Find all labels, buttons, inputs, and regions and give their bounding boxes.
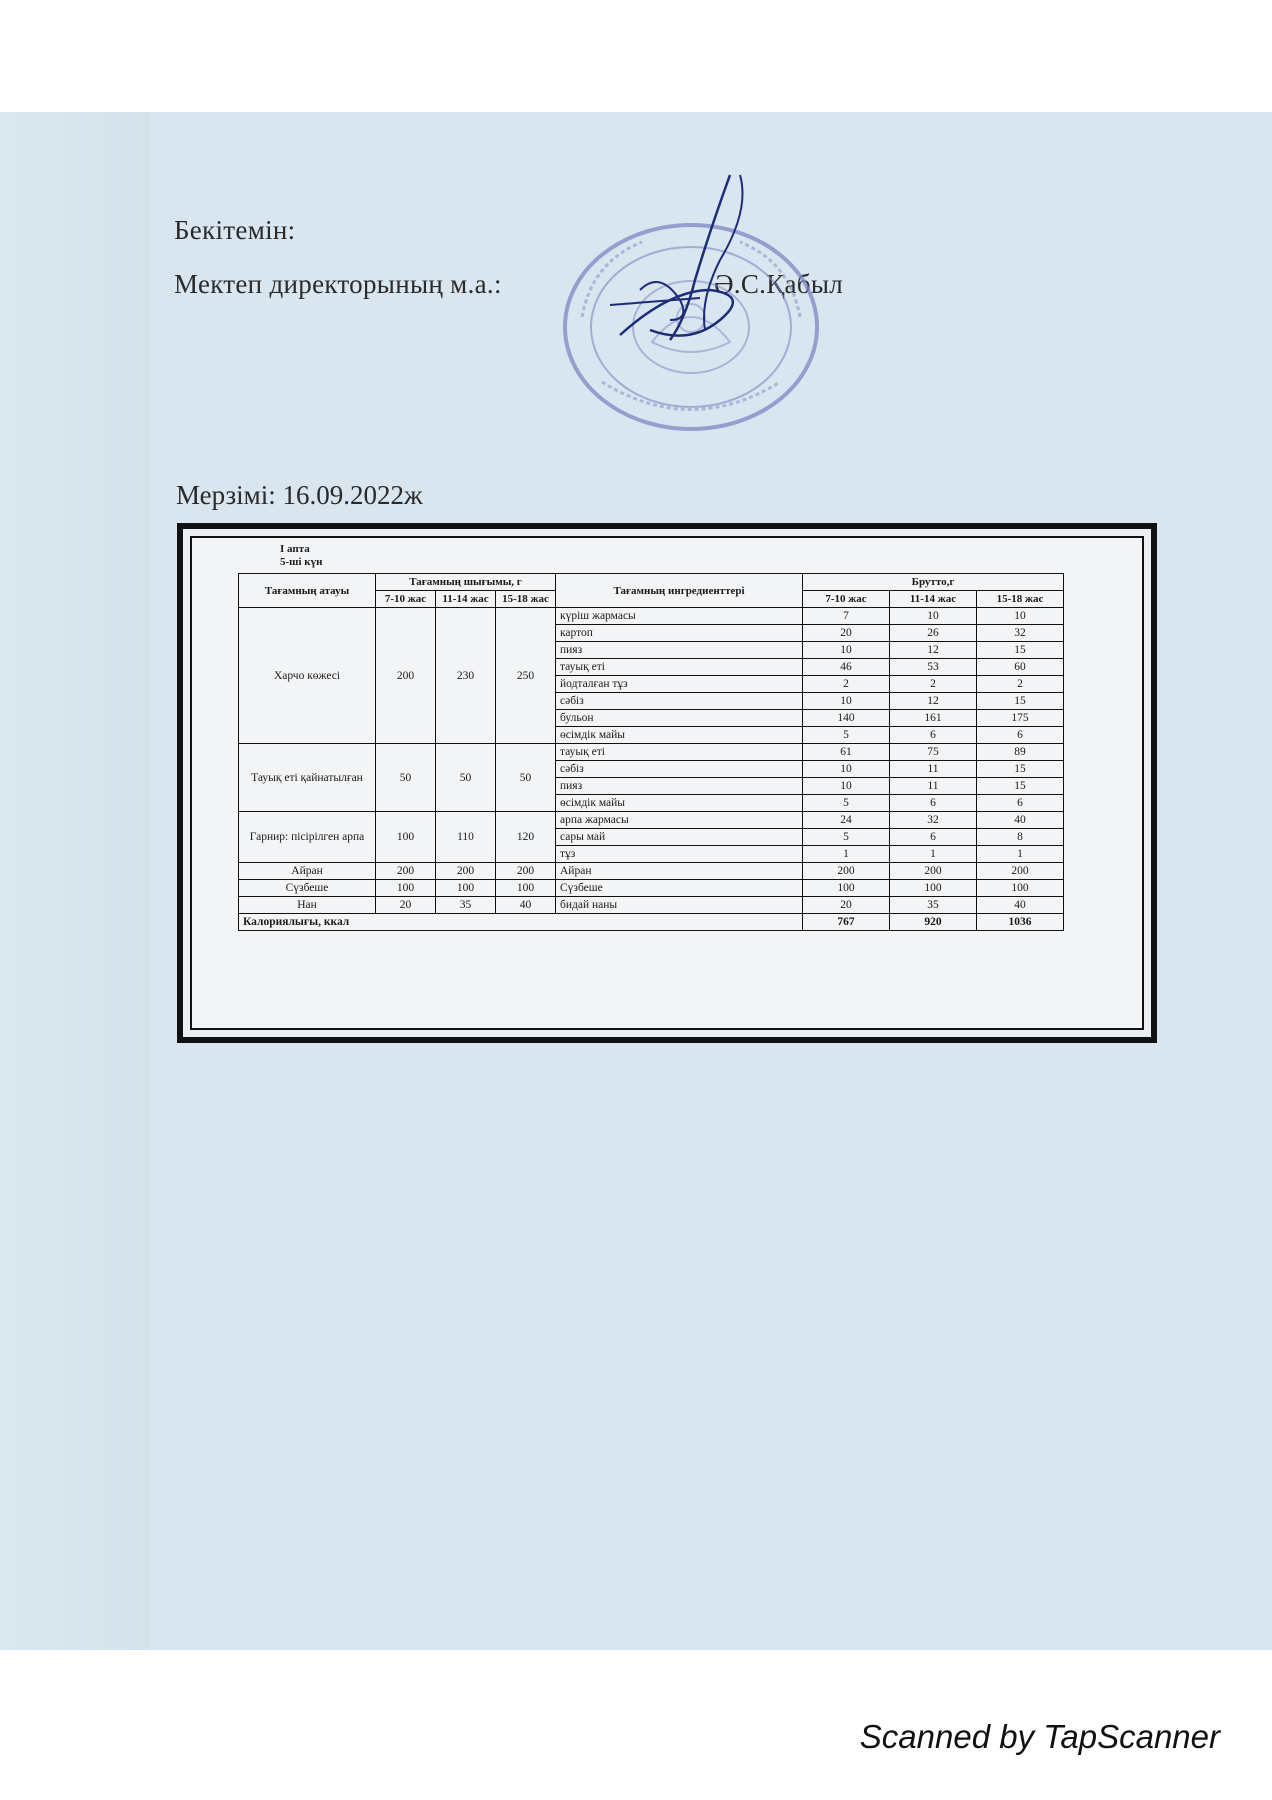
dish-output-cell: 100 [496,880,556,897]
ingredient-cell: бидай наны [556,897,803,914]
brutto-cell: 6 [890,795,977,812]
brutto-cell: 10 [977,608,1064,625]
table-row [239,812,1064,829]
dish-output-cell: 200 [436,863,496,880]
calories-row [239,914,1064,931]
dish-name-cell: Тауық еті қайнатылған [239,744,376,812]
calories-label: Калориялығы, ккал [239,914,803,931]
brutto-cell: 61 [803,744,890,761]
table-row [239,744,1064,761]
brutto-cell: 5 [803,829,890,846]
ingredient-cell: Айран [556,863,803,880]
dish-name-cell: Гарнир: пісірілген арпа [239,812,376,863]
brutto-cell: 46 [803,659,890,676]
ingredient-cell: Сүзбеше [556,880,803,897]
output-age-header: 7-10 жас [376,591,436,608]
ingredient-cell: тауық еті [556,744,803,761]
brutto-cell: 20 [803,897,890,914]
brutto-age-header: 15-18 жас [977,591,1064,608]
brutto-cell: 11 [890,761,977,778]
brutto-cell: 5 [803,727,890,744]
ingredient-cell: тұз [556,846,803,863]
ingredient-cell: картоп [556,625,803,642]
brutto-cell: 40 [977,812,1064,829]
brutto-cell: 10 [803,642,890,659]
brutto-cell: 7 [803,608,890,625]
dish-output-cell: 250 [496,608,556,744]
brutto-cell: 10 [803,778,890,795]
brutto-cell: 10 [803,761,890,778]
dish-output-cell: 230 [436,608,496,744]
menu-table [238,573,1064,931]
brutto-cell: 175 [977,710,1064,727]
brutto-cell: 15 [977,642,1064,659]
dish-name-cell: Нан [239,897,376,914]
dish-output-cell: 200 [376,863,436,880]
brutto-cell: 60 [977,659,1064,676]
scanner-watermark: Scanned by TapScanner [859,1718,1220,1755]
dish-output-cell: 50 [376,744,436,812]
ingredient-cell: тауық еті [556,659,803,676]
director-label: Мектеп директорының м.а.: [174,269,502,299]
brutto-cell: 200 [803,863,890,880]
ingredient-cell: арпа жармасы [556,812,803,829]
brutto-cell: 89 [977,744,1064,761]
dish-output-cell: 50 [436,744,496,812]
dish-output-cell: 100 [376,880,436,897]
ingredient-cell: пияз [556,642,803,659]
brutto-cell: 140 [803,710,890,727]
dish-output-cell: 200 [376,608,436,744]
brutto-cell: 100 [977,880,1064,897]
signature-icon [610,170,790,380]
ingredient-cell: күріш жармасы [556,608,803,625]
dish-output-cell: 200 [496,863,556,880]
brutto-cell: 100 [890,880,977,897]
calories-value: 920 [890,914,977,931]
brutto-age-header: 7-10 жас [803,591,890,608]
brutto-cell: 5 [803,795,890,812]
brutto-cell: 6 [890,829,977,846]
table-row [239,863,1064,880]
approve-label: Бекітемін: [174,215,296,245]
brutto-cell: 24 [803,812,890,829]
brutto-cell: 200 [890,863,977,880]
brutto-cell: 75 [890,744,977,761]
brutto-cell: 2 [977,676,1064,693]
calories-value: 767 [803,914,890,931]
brutto-cell: 6 [977,795,1064,812]
ingredient-cell: сары май [556,829,803,846]
ingredients-header: Тағамның ингредиенттері [556,574,803,608]
dish-output-cell: 100 [376,812,436,863]
menu-frame [177,523,1157,1043]
brutto-cell: 200 [977,863,1064,880]
dish-name-cell: Айран [239,863,376,880]
dish-name-cell: Сүзбеше [239,880,376,897]
ingredient-cell: пияз [556,778,803,795]
dish-output-cell: 35 [436,897,496,914]
director-line [174,269,844,300]
date-line: Мерзімі: 16.09.2022ж [176,480,423,510]
brutto-header: Брутто,г [803,574,1064,591]
brutto-cell: 6 [977,727,1064,744]
calories-value: 1036 [977,914,1064,931]
brutto-cell: 1 [803,846,890,863]
ingredient-cell: сәбіз [556,693,803,710]
brutto-cell: 11 [890,778,977,795]
brutto-cell: 15 [977,778,1064,795]
brutto-cell: 15 [977,761,1064,778]
output-age-header: 15-18 жас [496,591,556,608]
output-age-header: 11-14 жас [436,591,496,608]
brutto-cell: 20 [803,625,890,642]
brutto-cell: 32 [890,812,977,829]
ingredient-cell: йодталған тұз [556,676,803,693]
menu-frame-inner [190,536,1144,1030]
brutto-cell: 1 [890,846,977,863]
dish-output-cell: 120 [496,812,556,863]
brutto-cell: 32 [977,625,1064,642]
brutto-cell: 1 [977,846,1064,863]
ingredient-cell: өсімдік майы [556,795,803,812]
table-row [239,880,1064,897]
dish-output-cell: 50 [496,744,556,812]
dish-output-cell: 110 [436,812,496,863]
brutto-cell: 35 [890,897,977,914]
brutto-cell: 8 [977,829,1064,846]
brutto-cell: 53 [890,659,977,676]
brutto-cell: 40 [977,897,1064,914]
director-name: Ә.С.Қабыл [714,269,844,299]
header-row-1 [239,574,1064,591]
brutto-age-header: 11-14 жас [890,591,977,608]
brutto-cell: 2 [890,676,977,693]
brutto-cell: 26 [890,625,977,642]
dish-output-cell: 100 [436,880,496,897]
brutto-cell: 10 [803,693,890,710]
dish-output-cell: 40 [496,897,556,914]
menu-table-wrap [238,543,1064,931]
dish-output-cell: 20 [376,897,436,914]
ingredient-cell: сәбіз [556,761,803,778]
brutto-cell: 12 [890,693,977,710]
day-label: 5-ші күн [280,556,323,568]
brutto-cell: 10 [890,608,977,625]
brutto-cell: 6 [890,727,977,744]
page-shading [0,112,150,1650]
brutto-cell: 161 [890,710,977,727]
brutto-cell: 12 [890,642,977,659]
dish-name-cell: Харчо көжесі [239,608,376,744]
brutto-cell: 2 [803,676,890,693]
ingredient-cell: бульон [556,710,803,727]
table-row [239,608,1064,625]
brutto-cell: 15 [977,693,1064,710]
table-row [239,897,1064,914]
brutto-cell: 100 [803,880,890,897]
week-label: I апта [280,543,310,555]
ingredient-cell: өсімдік майы [556,727,803,744]
dish-name-header: Тағамның атауы [239,574,376,608]
output-header: Тағамның шығымы, г [376,574,556,591]
